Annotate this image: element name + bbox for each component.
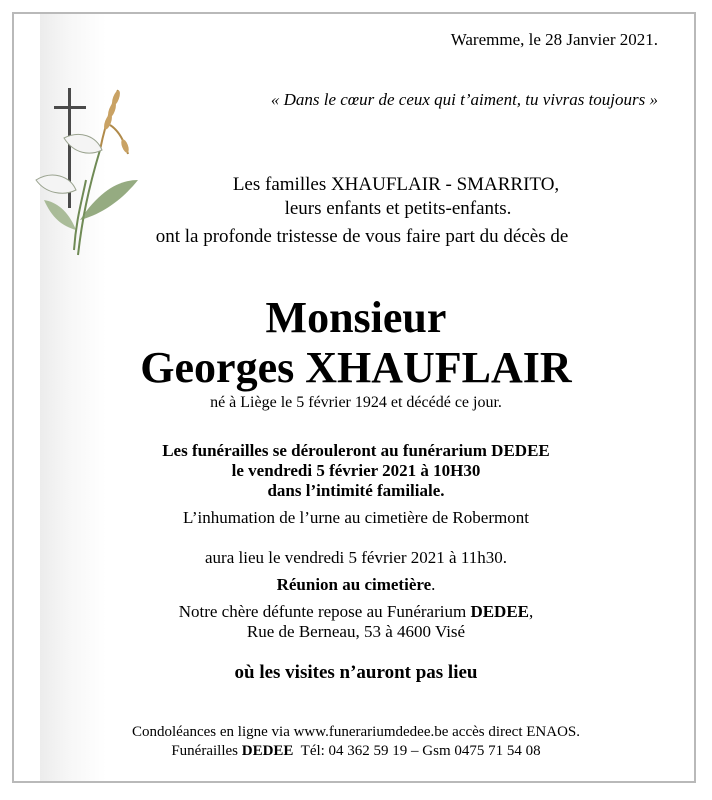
cemetery-meeting-bold: Réunion au cimetière — [276, 575, 432, 594]
footer-line-2-start: Funérailles — [171, 743, 242, 759]
visits-note: où les visites n’auront pas lieu — [234, 662, 478, 683]
funeral-line-3: dans l’intimité familiale. — [267, 481, 445, 500]
footer-contact: Tél: 04 362 59 19 – Gsm 0475 71 54 08 — [293, 743, 541, 759]
resting-line-1-start: Notre chère défunte repose au Funérarium — [178, 602, 471, 621]
footer-funerarium-name: DEDEE — [241, 743, 294, 759]
cemetery-meeting-end: . — [431, 575, 436, 594]
quote: « Dans le cœur de ceux qui t’aiment, tu vivras toujours » — [270, 90, 658, 109]
deceased-title: Monsieur — [265, 293, 447, 342]
funeral-line-1: Les funérailles se dérouleront au funérarium DEDEE — [162, 441, 550, 460]
resting-line-1-end: , — [529, 602, 534, 621]
burial-line-1: L’inhumation de l’urne au cimetière de Robermont — [183, 508, 529, 527]
deceased-name: Georges XHAUFLAIR — [140, 343, 572, 392]
footer-line-2 — [0, 743, 712, 760]
families-line-1: Les familles XHAUFLAIR - SMARRITO, — [232, 174, 560, 195]
birth-death: né à Liège le 5 février 1924 et décédé ce jour. — [210, 394, 502, 411]
resting-line-2: Rue de Berneau, 53 à 4600 Visé — [246, 622, 466, 641]
place-date: Waremme, le 28 Janvier 2021. — [450, 30, 658, 49]
cemetery-meeting — [0, 575, 712, 595]
families-line-2: leurs enfants et petits-enfants. — [284, 198, 512, 219]
resting-line-1 — [0, 602, 712, 622]
resting-funerarium-name: DEDEE — [470, 602, 530, 621]
families-line-3: ont la profonde tristesse de vous faire part du décès de — [155, 226, 569, 247]
footer-line-1: Condoléances en ligne via www.funerariumdedee.be accès direct ENAOS. — [131, 724, 581, 740]
burial-line-2: aura lieu le vendredi 5 février 2021 à 11h30. — [205, 548, 507, 567]
funeral-line-2: le vendredi 5 février 2021 à 10H30 — [231, 461, 481, 480]
